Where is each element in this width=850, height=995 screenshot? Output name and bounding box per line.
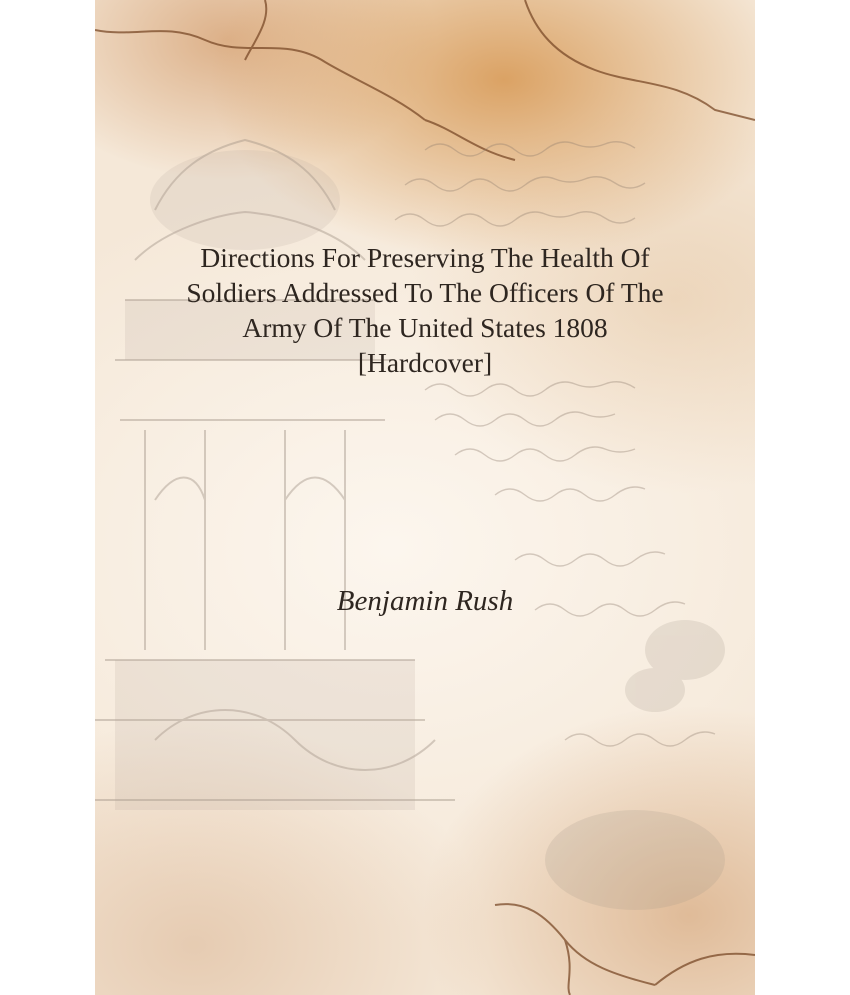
title-line-3: Army Of The United States 1808 — [242, 312, 608, 343]
title-line-4: [Hardcover] — [357, 347, 493, 378]
book-cover — [95, 0, 755, 995]
book-author: Benjamin Rush — [336, 585, 514, 617]
title-line-1: Directions For Preserving The Health Of — [200, 242, 650, 273]
book-title — [135, 240, 715, 380]
title-line-2: Soldiers Addressed To The Officers Of The — [186, 277, 664, 308]
cover-background-art — [95, 0, 755, 995]
tree-sketch — [545, 620, 725, 910]
